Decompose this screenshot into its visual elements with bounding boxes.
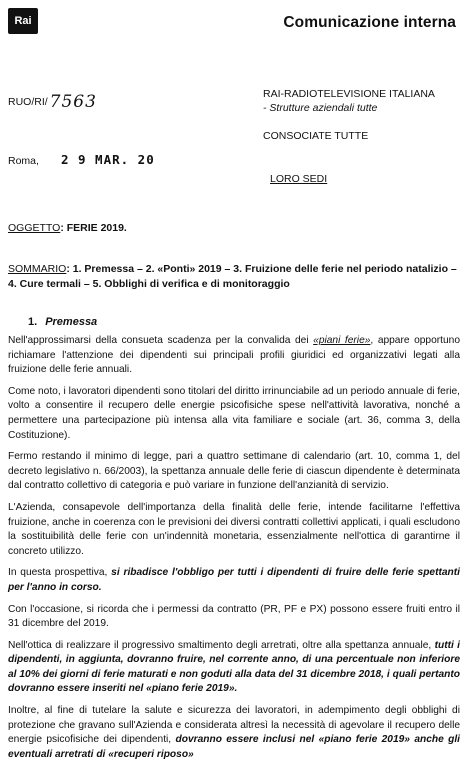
- section-number: 1.: [28, 316, 38, 328]
- paragraph-5: [8, 566, 460, 595]
- piani-ferie-term: «piani ferie»: [313, 335, 371, 346]
- protocol-prefix: RUO/RI/: [8, 96, 48, 108]
- protocol-reference: [8, 90, 97, 110]
- recipient-subsidiaries: CONSOCIATE TUTTE: [263, 130, 369, 142]
- recipient-company: RAI-RADIOTELEVISIONE ITALIANA: [263, 88, 435, 100]
- date-line: [8, 152, 155, 167]
- summary-key: SOMMARIO: [8, 263, 67, 275]
- paragraph-8-text-a: Inoltre, al fine di tutelare la salute e sicurezza dei lavoratori, in adempimento degli obblighi di protezione che gravano sull'Azienda e considerata altresì la necessità di agevolare il recupero delle energie psicofisiche dei dipendenti,: [8, 705, 460, 746]
- subject-text: : FERIE 2019.: [60, 222, 127, 234]
- paragraph-1-text-a: Nell'approssimarsi della consueta scadenza per la convalida dei: [8, 335, 314, 346]
- date-place: Roma,: [8, 155, 39, 167]
- recipients-block: [263, 88, 435, 185]
- summary-line: [8, 262, 460, 292]
- document-body: [8, 334, 460, 769]
- date-stamp: 2 9 MAR. 20: [60, 152, 155, 167]
- paragraph-8-emphasis: dovranno essere inclusi nel «piano ferie 2019» anche gli eventuali arretrati di «recuperi riposo»: [8, 734, 460, 760]
- paragraph-5-emphasis: si ribadisce l'obbligo per tutti i dipendenti di fruire delle ferie spettanti per l'anno in corso.: [8, 567, 460, 593]
- section-title: Premessa: [45, 316, 98, 328]
- summary-text: : 1. Premessa – 2. «Ponti» 2019 – 3. Fruizione delle ferie nel periodo natalizio – 4. Cure termali – 5. Obblighi di verifica e di monitoraggio: [8, 263, 457, 290]
- paragraph-2: Come noto, i lavoratori dipendenti sono titolari del diritto irrinunciabile ad un periodo annuale di ferie, volto a consentire il recupero delle energie psicofisiche spese nell'attività lavorativa, nonché a permettere una partecipazione più intensa alla vita familiare e sociale (art. 36, comma 3, della Costituzione).: [8, 385, 460, 441]
- paragraph-5-text-a: In questa prospettiva,: [8, 567, 112, 579]
- paragraph-1-text-b: , appare opportuno richiamare l'attenzione dei dipendenti sui principali profili giuridici ed organizzativi legati alla fruizione delle ferie annuali.: [8, 335, 460, 376]
- logo-text: Rai: [14, 15, 32, 27]
- paragraph-4: L'Azienda, consapevole dell'importanza della finalità delle ferie, intende facilitarne l'effettiva fruizione, anche in coerenza con le previsioni dei diversi contratti collettivi applicati, i quali escludono la sostituibilità delle ferie con un'indennità monetaria, essenzialmente nell'ottica di garantirne il concreto utilizzo.: [8, 501, 460, 557]
- protocol-number-handwritten: 7563: [49, 92, 97, 112]
- paragraph-8: [8, 704, 460, 762]
- paragraph-7-emphasis: tutti i dipendenti, in aggiunta, dovranno fruire, nel corrente anno, di una percentuale non inferiore al 10% dei giorni di ferie maturati e non goduti alla data del 31 dicembre 2018, i quali pertanto dovranno essere inseriti nel «piano ferie 2019».: [8, 639, 460, 695]
- paragraph-3: Fermo restando il minimo di legge, pari a quattro settimane di calendario (art. 10, comma 1, del decreto legislativo n. 66/2003), la spettanza annuale delle ferie di ciascun dipendente è determinata dal contratto collettivo di categoria e può variare in funzione dell'anzianità di servizio.: [8, 451, 460, 492]
- paragraph-1: [8, 334, 460, 378]
- recipient-units: - Strutture aziendali tutte: [263, 102, 378, 114]
- subject-key: OGGETTO: [8, 222, 61, 234]
- paragraph-7: [8, 639, 460, 697]
- paragraph-7-text-a: Nell'ottica di realizzare il progressivo smaltimento degli arretrati, oltre alla spettanza annuale,: [8, 639, 435, 651]
- document-type-title: Comunicazione interna: [283, 14, 456, 31]
- paragraph-6: Con l'occasione, si ricorda che i permessi da contratto (PR, PF e PX) possono essere fruiti entro il 31 dicembre del 2019.: [8, 603, 460, 630]
- subject-line: [8, 222, 127, 234]
- rai-logo: [8, 8, 38, 34]
- section-heading: [28, 316, 97, 328]
- recipient-offices: LORO SEDI: [270, 173, 328, 185]
